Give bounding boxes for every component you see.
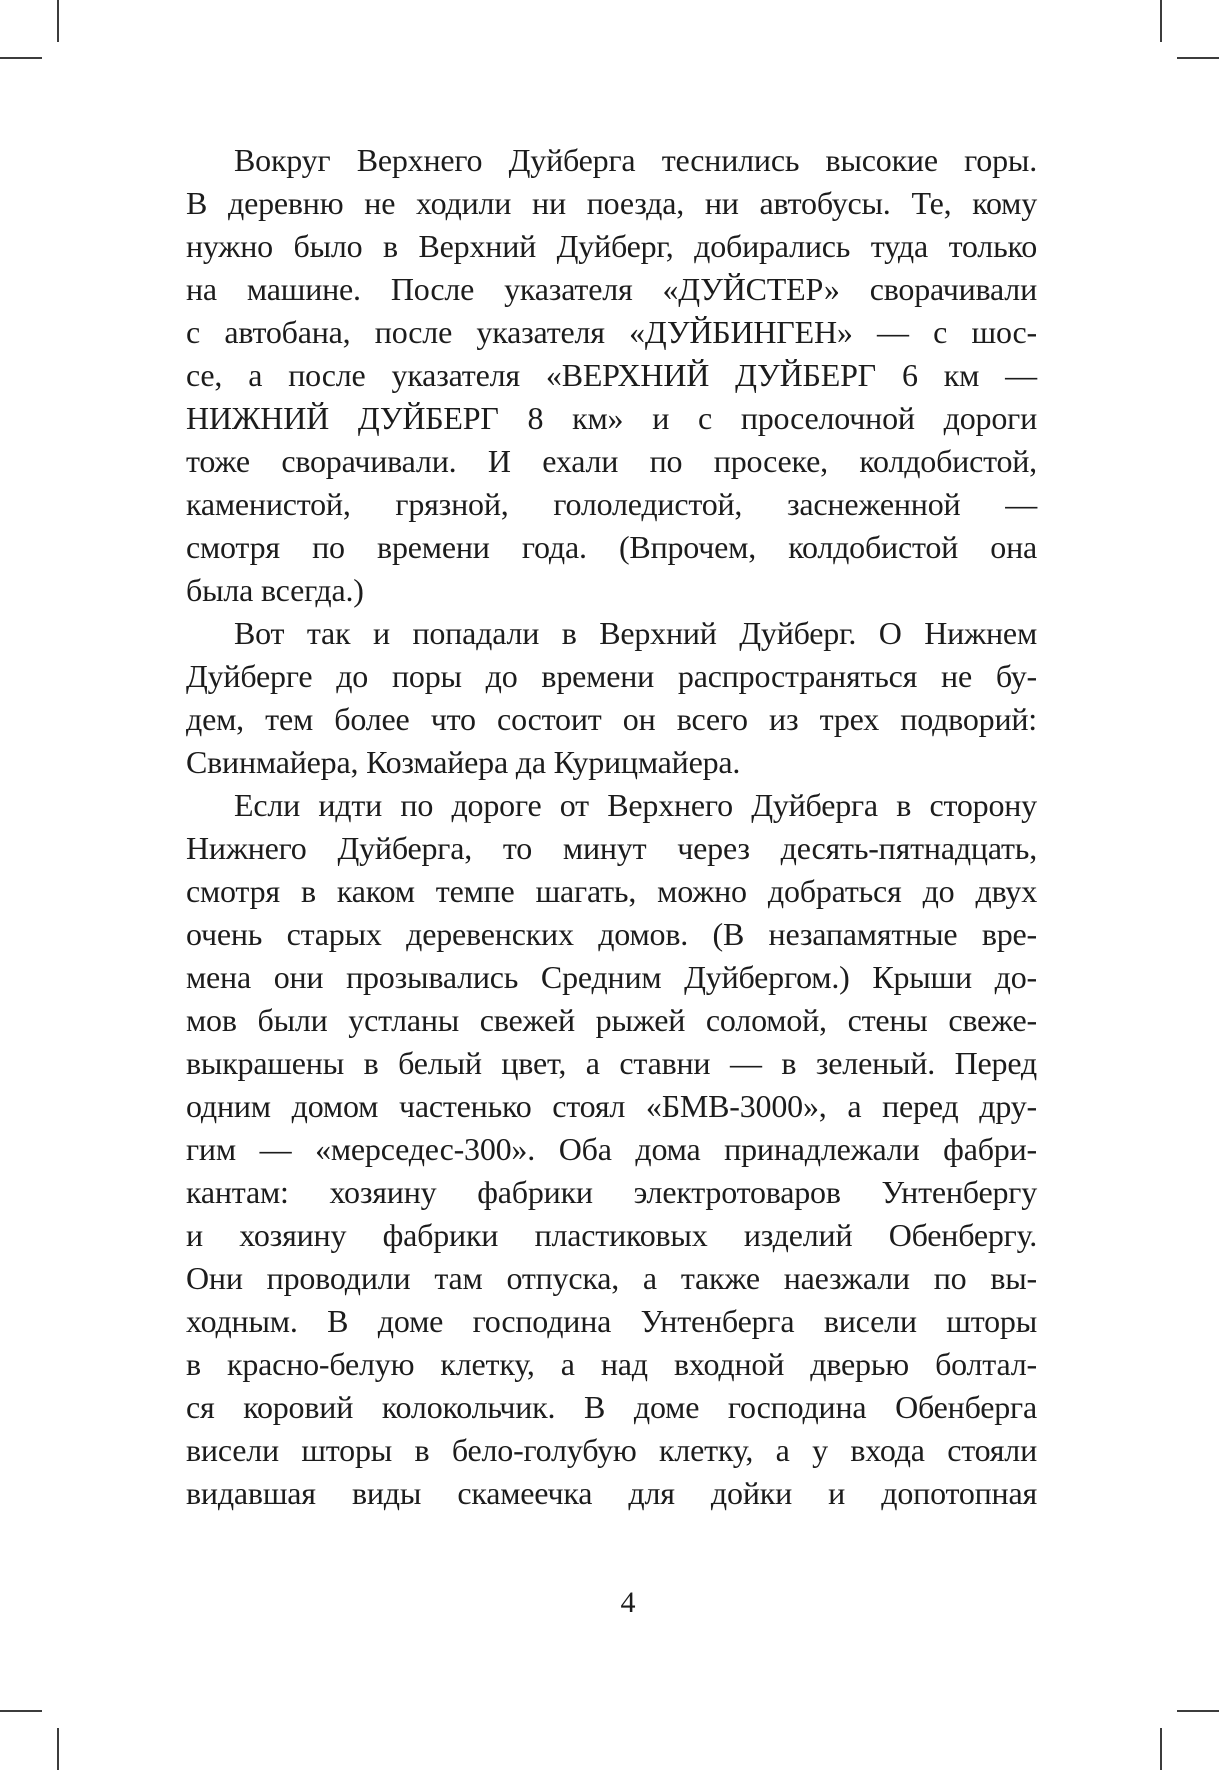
text-line: Вокруг Верхнего Дуйберга теснились высокие горы. xyxy=(234,142,1037,178)
text-line: гим — «мерседес-300». Оба дома принадлежали фабри- xyxy=(186,1131,1037,1167)
text-line: кантам: хозяину фабрики электротоваров Унтенбергу xyxy=(186,1174,1037,1210)
text-line: мена они прозывались Средним Дуйбергом.) Крыши до- xyxy=(186,959,1037,995)
text-line: дем, тем более что состоит он всего из трех подворий: xyxy=(186,701,1037,737)
text-line: смотря по времени года. (Впрочем, колдобистой она xyxy=(186,529,1037,565)
text-line: очень старых деревенских домов. (В незапамятные вре- xyxy=(186,916,1037,952)
text-line: ся коровий колокольчик. В доме господина Обенберга xyxy=(186,1389,1037,1425)
text-line: се, а после указателя «ВЕРХНИЙ ДУЙБЕРГ 6 км — xyxy=(186,357,1037,393)
text-line: Свинмайера, Козмайера да Курицмайера. xyxy=(186,744,741,780)
text-line: на машине. После указателя «ДУЙСТЕР» сворачивали xyxy=(186,271,1037,307)
text-line: В деревню не ходили ни поезда, ни автобусы. Те, кому xyxy=(186,185,1037,221)
text-line: Вот так и попадали в Верхний Дуйберг. О Нижнем xyxy=(234,615,1037,651)
text-line: Они проводили там отпуска, а также наезжали по вы- xyxy=(186,1260,1037,1296)
crop-mark-bottom-right-horizontal xyxy=(1177,1710,1219,1712)
text-line: Нижнего Дуйберга, то минут через десять-пятнадцать, xyxy=(186,830,1037,866)
text-line: Дуйберге до поры до времени распространяться не бу- xyxy=(186,658,1037,694)
text-line: висели шторы в бело-голубую клетку, а у входа стояли xyxy=(186,1432,1037,1468)
text-line: смотря в каком темпе шагать, можно добраться до двух xyxy=(186,873,1037,909)
crop-mark-top-left-vertical xyxy=(57,0,59,42)
text-line: мов были устланы свежей рыжей соломой, стены свеже- xyxy=(186,1002,1037,1038)
text-line: ходным. В доме господина Унтенберга висели шторы xyxy=(186,1303,1037,1339)
text-line: была всегда.) xyxy=(186,572,364,608)
text-line: каменистой, грязной, гололедистой, заснеженной — xyxy=(186,486,1037,522)
text-line: выкрашены в белый цвет, а ставни — в зеленый. Перед xyxy=(186,1045,1037,1081)
body-text xyxy=(186,139,1037,1515)
text-line: видавшая виды скамеечка для дойки и допотопная xyxy=(186,1475,1037,1511)
text-line: НИЖНИЙ ДУЙБЕРГ 8 км» и с проселочной дороги xyxy=(186,400,1037,436)
text-line: одним домом частенько стоял «БМВ-3000», а перед дру- xyxy=(186,1088,1037,1124)
text-line: с автобана, после указателя «ДУЙБИНГЕН» — с шос- xyxy=(186,314,1037,350)
crop-mark-bottom-right-vertical xyxy=(1160,1728,1162,1770)
text-line: в красно-белую клетку, а над входной дверью болтал- xyxy=(186,1346,1037,1382)
text-line: Если идти по дороге от Верхнего Дуйберга в сторону xyxy=(234,787,1037,823)
text-line: нужно было в Верхний Дуйберг, добирались туда только xyxy=(186,228,1037,264)
crop-mark-top-right-vertical xyxy=(1160,0,1162,42)
crop-mark-top-right-horizontal xyxy=(1177,57,1219,59)
page-number: 4 xyxy=(620,1586,636,1619)
text-line: и хозяину фабрики пластиковых изделий Обенбергу. xyxy=(186,1217,1037,1253)
crop-mark-top-left-horizontal xyxy=(0,57,42,59)
crop-mark-bottom-left-horizontal xyxy=(0,1710,42,1712)
text-line: тоже сворачивали. И ехали по просеке, колдобистой, xyxy=(186,443,1037,479)
crop-mark-bottom-left-vertical xyxy=(57,1728,59,1770)
